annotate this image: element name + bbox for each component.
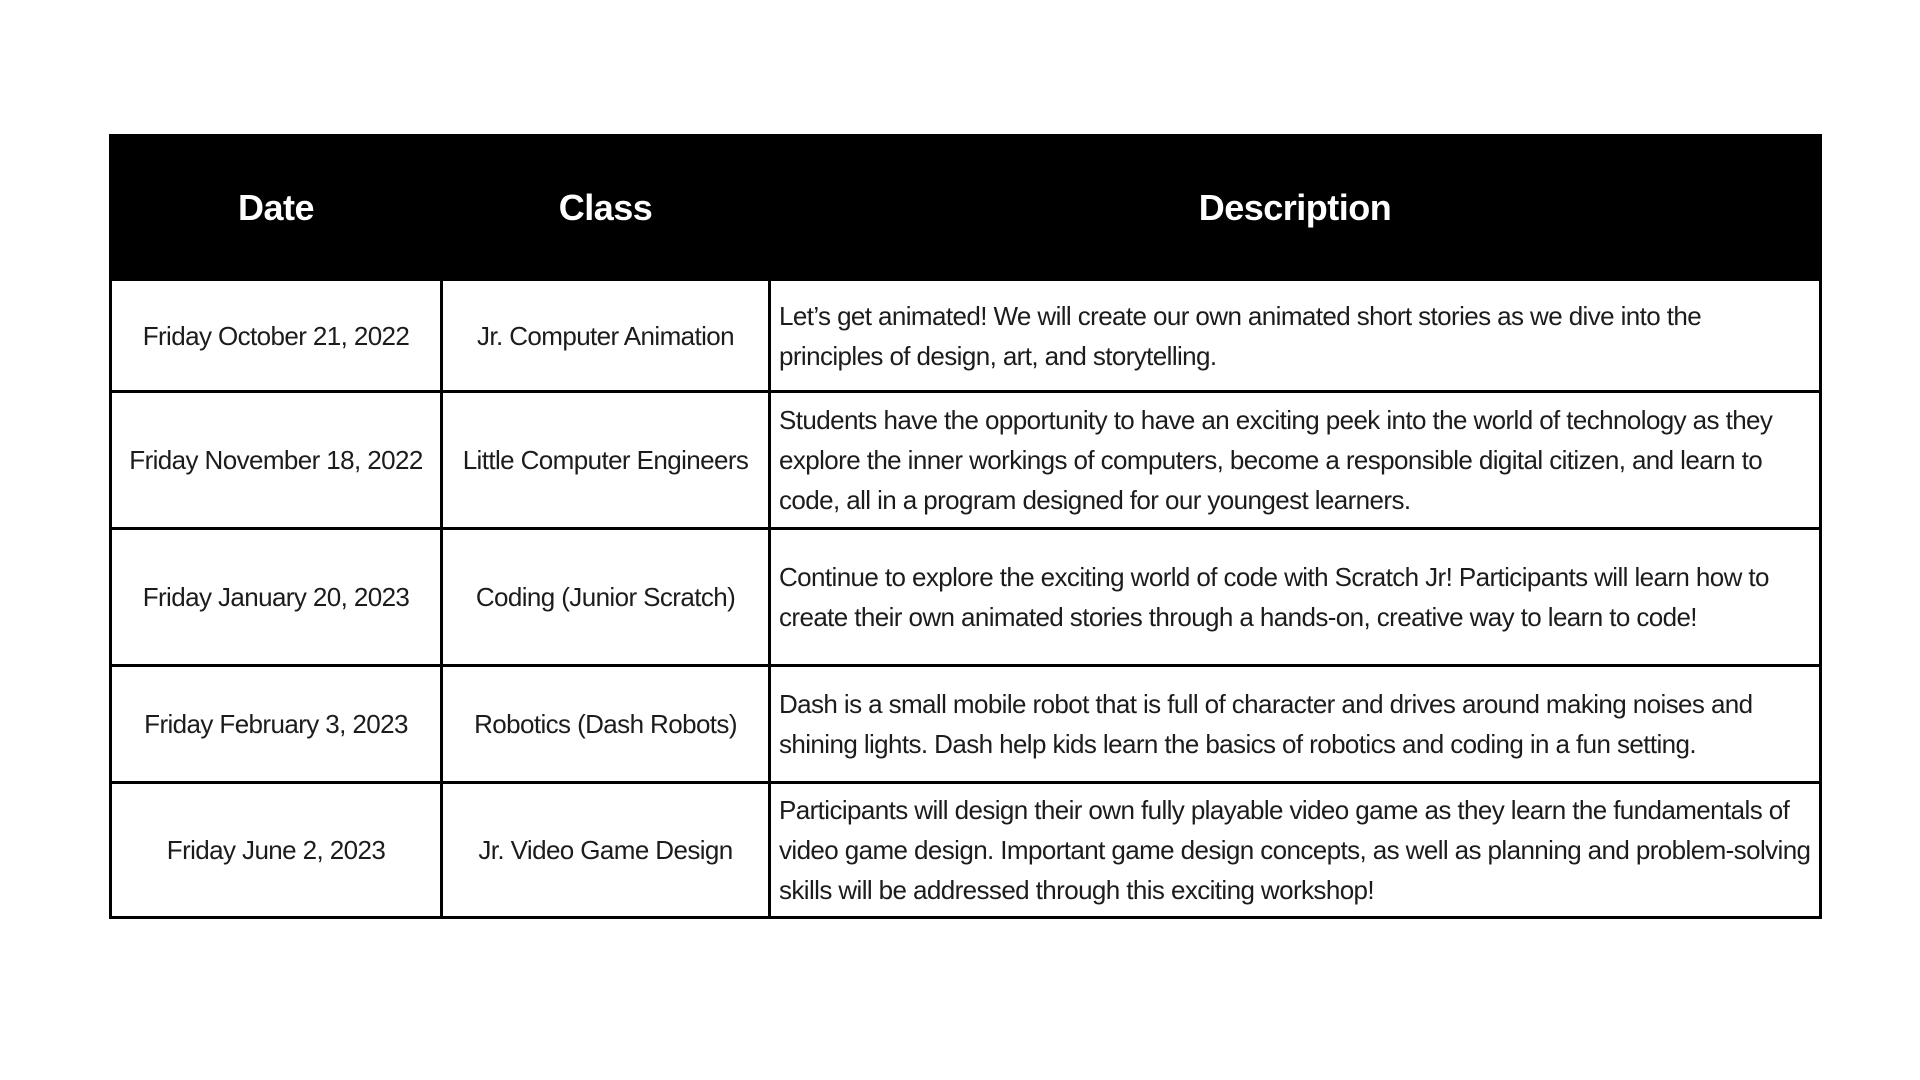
- description-cell: Continue to explore the exciting world of code with Scratch Jr! Participants will learn how to create their own animated stories through a hands-on, creative way to learn to code!: [770, 529, 1821, 666]
- table-header: [111, 136, 1821, 280]
- table-row: [111, 783, 1821, 918]
- class-cell: Coding (Junior Scratch): [442, 529, 770, 666]
- class-cell: Little Computer Engineers: [442, 392, 770, 529]
- header-date: Date: [111, 136, 442, 280]
- description-cell: Let’s get animated! We will create our own animated short stories as we dive into the principles of design, art, and storytelling.: [770, 280, 1821, 392]
- date-cell: Friday January 20, 2023: [111, 529, 442, 666]
- header-description: Description: [770, 136, 1821, 280]
- date-cell: Friday February 3, 2023: [111, 666, 442, 783]
- table-body: [111, 280, 1821, 918]
- table-row: [111, 392, 1821, 529]
- header-class: Class: [442, 136, 770, 280]
- date-cell: Friday October 21, 2022: [111, 280, 442, 392]
- description-cell: Participants will design their own fully playable video game as they learn the fundamentals of video game design. Important game design concepts, as well as planning and problem-solving skills will be addressed through this exciting workshop!: [770, 783, 1821, 918]
- header-row: [111, 136, 1821, 280]
- date-cell: Friday November 18, 2022: [111, 392, 442, 529]
- table-row: [111, 529, 1821, 666]
- class-cell: Jr. Computer Animation: [442, 280, 770, 392]
- description-cell: Dash is a small mobile robot that is full of character and drives around making noises and shining lights. Dash help kids learn the basics of robotics and coding in a fun setting.: [770, 666, 1821, 783]
- description-cell: Students have the opportunity to have an exciting peek into the world of technology as they explore the inner workings of computers, become a responsible digital citizen, and learn to code, all in a program designed for our youngest learners.: [770, 392, 1821, 529]
- date-cell: Friday June 2, 2023: [111, 783, 442, 918]
- class-cell: Jr. Video Game Design: [442, 783, 770, 918]
- table-row: [111, 666, 1821, 783]
- class-schedule-table: [109, 134, 1822, 919]
- table-row: [111, 280, 1821, 392]
- class-cell: Robotics (Dash Robots): [442, 666, 770, 783]
